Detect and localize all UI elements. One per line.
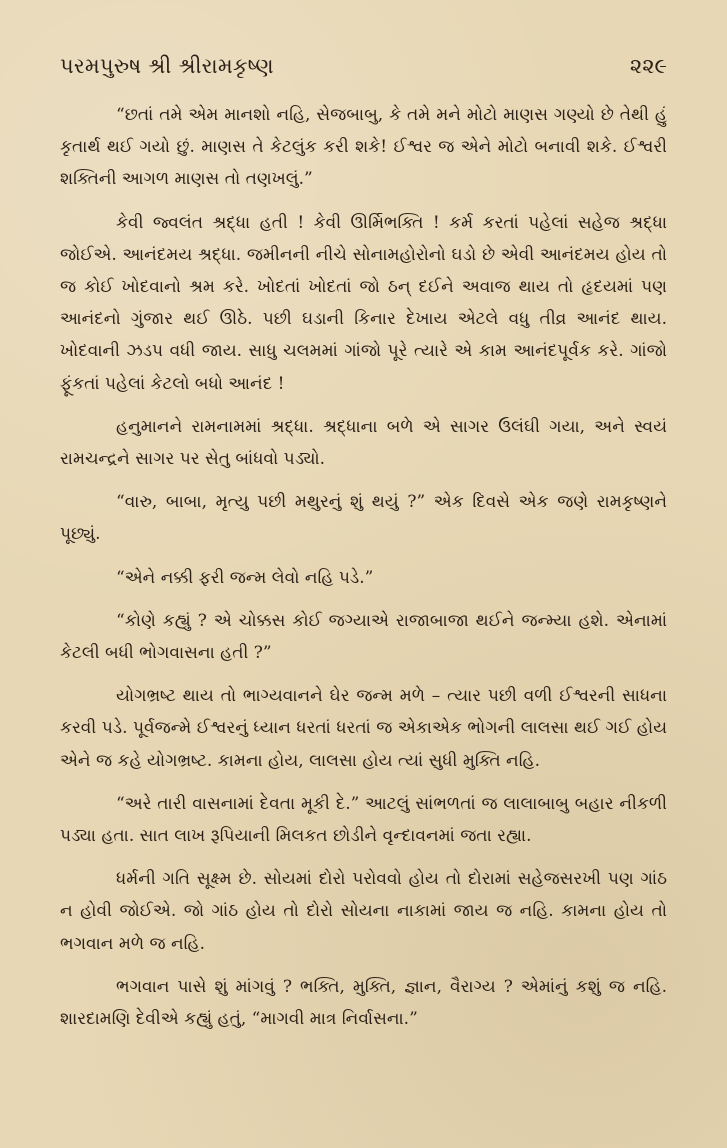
body-text bbox=[60, 99, 667, 1035]
running-head-title: પરમપુરુષ શ્રી શ્રીરામકૃષ્ણ bbox=[60, 54, 274, 78]
paragraph: “વારુ, બાબા, મૃત્યુ પછી મથુરનું શું થયું ?” એક દિવસે એક જણે રામકૃષ્ણને પૂછ્યું. bbox=[60, 492, 667, 545]
paragraph: ભગવાન પાસે શું માંગવું ? ભક્તિ, મુક્તિ, જ્ઞાન, વૈરાગ્ય ? એમાંનું કશું જ નહિ. શારદામણિ દેવીએ કહ્યું હતું, “માગવી માત્ર નિર્વાસના.” bbox=[60, 976, 667, 1030]
running-head bbox=[60, 54, 667, 79]
paragraph: “છતાં તમે એમ માનશો નહિ, સેજબાબુ, કે તમે મને મોટો માણસ ગણ્યો છે તેથી હું કૃતાર્થ થઈ ગયો છું. માણસ તે કેટલુંક કરી શકે! ઈશ્વર જ એને મોટો બનાવી શકે. ઈશ્વરી શક્તિની આગળ માણસ તો તણખલું.” bbox=[60, 105, 667, 190]
paragraph: કેવી જ્વલંત શ્રદ્ધા હતી ! કેવી ઊર્મિભક્તિ ! કર્મ કરતાં પહેલાં સહેજ શ્રદ્ધા જોઈએ. આનંદમય શ્રદ્ધા. જમીનની નીચે સોનામહોરોનો ઘડો છે એવી આનંદમય હોય તો જ કોઈ ખોદવાનો શ્રમ કરે. ખોદતાં ખોદતાં જો ઠન્ દઈને અવાજ થાય તો હૃદયમાં પણ આનંદનો ગુંજાર થઈ ઊઠે. પછી ઘડાની કિનાર દેખાય એટલે વધુ તીવ્ર આનંદ થાય. ખોદવાની ઝડપ વધી જાય. સાધુ ચલમમાં ગાંજો પૂરે ત્યારે એ કામ આનંદપૂર્વક કરે. ગાંજો ફૂંકતાં પહેલાં કેટલો બધો આનંદ ! bbox=[60, 212, 667, 394]
paragraph: યોગભ્રષ્ટ થાય તો ભાગ્યવાનને ઘેર જન્મ મળે – ત્યાર પછી વળી ઈશ્વરની સાધના કરવી પડે. પૂર્વજન્મે ઈશ્વરનું ધ્યાન ધરતાં ધરતાં જ એકાએક ભોગની લાલસા થઈ ગઈ હોય એને જ કહે યોગભ્રષ્ટ. કામના હોય, લાલસા હોય ત્યાં સુધી મુક્તિ નહિ. bbox=[60, 686, 667, 771]
page-number: ૨૨૯ bbox=[629, 54, 667, 78]
paragraph: “કોણે કહ્યું ? એ ચોક્કસ કોઈ જગ્યાએ રાજાબાજા થઈને જન્મ્યા હશે. એનામાં કેટલી બધી ભોગવાસના હતી ?” bbox=[60, 610, 667, 664]
paragraph: ધર્મની ગતિ સૂક્ષ્મ છે. સોયમાં દોરો પરોવવો હોય તો દોરામાં સહેજસરખી પણ ગાંઠ ન હોવી જોઈએ. જો ગાંઠ હોય તો દોરો સોયના નાકામાં જાય જ નહિ. કામના હોય તો ભગવાન મળે જ નહિ. bbox=[60, 869, 667, 954]
paragraph: “એને નક્કી ફરી જન્મ લેવો નહિ પડે.” bbox=[116, 567, 374, 588]
paragraph: હનુમાનને રામનામમાં શ્રદ્ધા. શ્રદ્ધાના બળે એ સાગર ઉલંઘી ગયા, અને સ્વયં રામચન્દ્રને સાગર પર સેતુ બાંધવો પડ્યો. bbox=[60, 416, 667, 470]
paragraph: “અરે તારી વાસનામાં દેવતા મૂકી દે.” આટલું સાંભળતાં જ લાલાબાબુ બહાર નીકળી પડ્યા હતા. સાત લાખ રૂપિયાની મિલકત છોડીને વૃન્દાવનમાં જતા રહ્યા. bbox=[60, 793, 667, 847]
